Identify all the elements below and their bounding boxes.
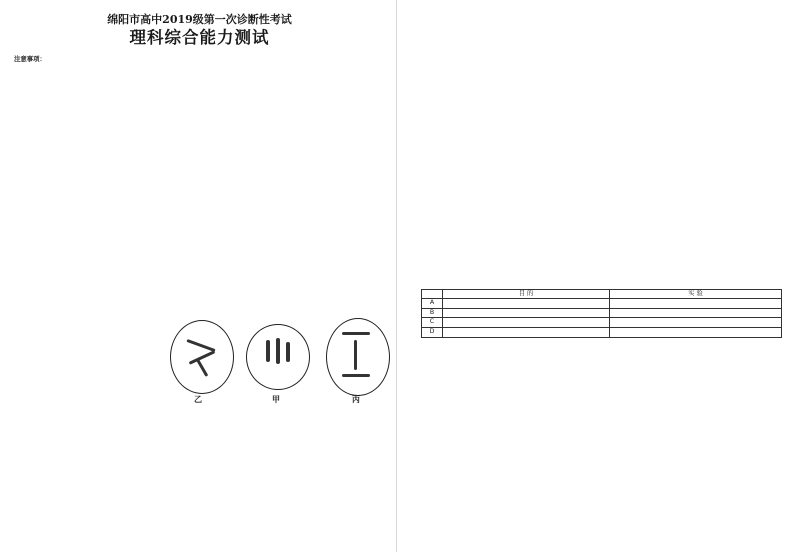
table-header: 实 验: [610, 289, 782, 299]
question-option: [14, 257, 385, 266]
question-option: [14, 312, 164, 321]
question-option: [14, 348, 164, 357]
question-option: [14, 375, 164, 384]
question-option: [14, 330, 164, 339]
question-option: [413, 349, 784, 358]
exam-title: 绵阳市高中2019级第一次诊断性考试: [107, 13, 292, 26]
question-option: [14, 321, 164, 330]
cell-bing-figure: [326, 318, 390, 396]
question-option: [413, 133, 784, 142]
table-cell: [610, 318, 782, 328]
question-text: [413, 51, 784, 60]
chromosome-mark: [354, 340, 357, 370]
notice-line: [14, 73, 385, 82]
question-option: [413, 69, 784, 78]
chromosome-mark: [276, 338, 280, 364]
cell-label: 甲: [272, 394, 280, 404]
experiment-table: [421, 289, 782, 338]
table-row: [422, 318, 782, 328]
question-option: [14, 357, 164, 366]
table-cell: [610, 327, 782, 337]
question-3: [14, 248, 385, 257]
table-cell: [610, 308, 782, 318]
question-option: [413, 251, 784, 260]
question-4: [14, 293, 385, 302]
cell-division-figure: [166, 314, 396, 404]
table-header-row: [422, 289, 782, 299]
question-9: [413, 233, 784, 242]
question-option: [14, 239, 385, 248]
question-4-body: [14, 312, 385, 408]
question-option: [413, 224, 784, 233]
chromosome-mark: [342, 374, 370, 377]
question-text: [14, 166, 385, 175]
table-cell: [443, 308, 610, 318]
question-6: [413, 97, 784, 106]
table-cell: [610, 299, 782, 309]
table-cell: B: [422, 308, 443, 318]
section-heading: [14, 130, 385, 139]
question-text: [413, 115, 784, 124]
chromosome-mark: [286, 342, 290, 362]
question-option: [413, 376, 784, 385]
question-5: [413, 42, 784, 51]
table-cell: [443, 327, 610, 337]
question-option: [413, 60, 784, 69]
question-option: [14, 275, 385, 284]
section-heading: [14, 139, 385, 148]
question-7: [413, 160, 784, 169]
question-11: [413, 340, 784, 349]
question-option: [413, 124, 784, 133]
question-option: [413, 169, 784, 178]
question-text: [14, 157, 385, 166]
table-row: [422, 308, 782, 318]
question-option: [413, 242, 784, 251]
table-cell: A: [422, 299, 443, 309]
question-text: [413, 106, 784, 115]
question-option: [14, 266, 385, 275]
atomic-masses: [14, 119, 385, 128]
cell-label: 丙: [352, 394, 360, 404]
question-option: [14, 339, 164, 348]
table-cell: D: [422, 327, 443, 337]
notice-line: [14, 64, 385, 73]
question-option: [413, 358, 784, 367]
question-1: [14, 148, 385, 157]
question-10: [413, 278, 784, 287]
question-text: [14, 203, 385, 212]
question-option: [413, 215, 784, 224]
question-option: [413, 260, 784, 269]
notice-title: 注意事项：: [14, 55, 46, 63]
chromosome-mark: [342, 332, 370, 335]
table-cell: [443, 318, 610, 328]
notice-line: [14, 100, 385, 109]
notice-line: [14, 91, 385, 100]
question-option: [14, 212, 385, 221]
question-text: [14, 303, 385, 312]
question-option: [413, 188, 784, 197]
exam-subject-title: 理科综合能力测试: [129, 28, 270, 47]
question-option: [14, 284, 385, 293]
question-option: [413, 269, 784, 278]
question-option: [14, 230, 385, 239]
question-8: [413, 206, 784, 215]
question-option: [413, 151, 784, 160]
table-cell: C: [422, 318, 443, 328]
question-option: [14, 175, 385, 184]
exam-page-2: [397, 0, 794, 552]
question-option: [413, 142, 784, 151]
table-header: [422, 289, 443, 299]
notice-line: [14, 110, 385, 119]
notice-line: [14, 82, 385, 91]
question-option: [413, 367, 784, 376]
chromosome-mark: [266, 340, 270, 362]
question-option: [413, 87, 784, 96]
table-row: [422, 299, 782, 309]
question-option: [14, 221, 385, 230]
question-option: [14, 184, 385, 193]
question-option: [14, 366, 164, 375]
table-header: 目 的: [443, 289, 610, 299]
cell-label: 乙: [194, 394, 202, 404]
question-option: [413, 78, 784, 87]
table-cell: [443, 299, 610, 309]
table-row: [422, 327, 782, 337]
question-2: [14, 193, 385, 202]
question-option: [413, 197, 784, 206]
question-option: [413, 178, 784, 187]
